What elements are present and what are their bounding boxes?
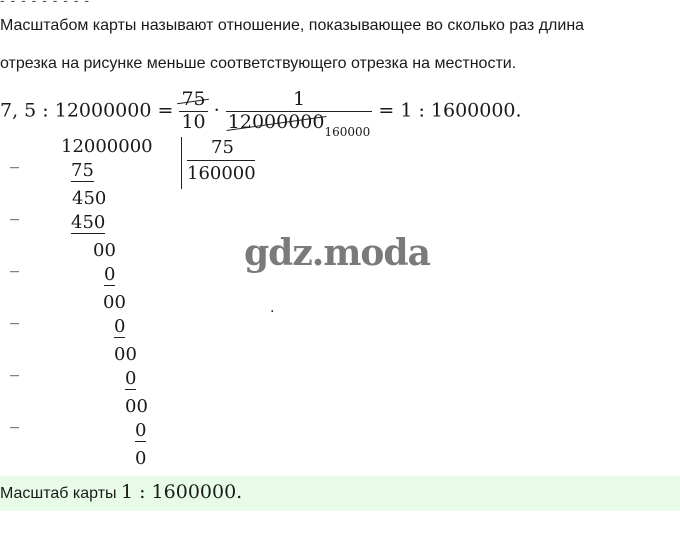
scale-equation [0, 88, 522, 139]
fraction-75-10 [179, 89, 207, 134]
divisor-block [187, 137, 255, 161]
answer-label: Масштаб карты [0, 485, 117, 502]
minus-sign: _ [10, 304, 19, 325]
minus-sign: _ [10, 356, 19, 377]
fraction-1-12000000 [226, 88, 373, 139]
step-subtrahend: 0 [125, 368, 137, 389]
minus-sign: _ [10, 148, 19, 169]
watermark-logo: gdz.moda [244, 232, 430, 274]
step-subtrahend: 0 [135, 420, 147, 441]
equation-lhs: 7, 5 : 12000000 = [0, 99, 174, 122]
step-remainder: 00 [103, 292, 126, 313]
final-remainder: 0 [135, 448, 147, 469]
answer-period: . [236, 481, 243, 503]
step-subtrahend: 0 [104, 264, 116, 285]
minus-sign: _ [10, 408, 19, 429]
answer-value: 1 : 1600000 [120, 481, 237, 503]
quotient: 160000 [187, 163, 256, 184]
equation-period: . [515, 99, 522, 122]
minus-sign: _ [10, 252, 19, 273]
step-subtrahend: 450 [71, 212, 106, 233]
step-remainder: 00 [114, 344, 137, 365]
fraction-denominator: 10 [181, 110, 206, 133]
step-remainder: 450 [72, 188, 107, 209]
equation-rhs: = 1 : 1600000 [378, 99, 516, 122]
answer-line [0, 481, 242, 503]
divisor: 75 [211, 137, 234, 158]
fraction-numerator: 1 [293, 88, 306, 110]
step-subtrahend: 75 [71, 160, 94, 181]
step-subtrahend: 0 [114, 316, 126, 337]
top-dashes: - - - - - - - - - [0, 0, 91, 8]
step-remainder: 00 [93, 240, 116, 261]
division-bar [181, 137, 182, 189]
multiply-dot: · [213, 99, 220, 122]
divisor-line [187, 160, 255, 161]
minus-sign: _ [10, 200, 19, 221]
definition-line-2: отрезка на рисунке меньше соответствующего отрезка на местности. [0, 55, 517, 72]
step-remainder: 00 [125, 396, 148, 417]
fraction-denominator [226, 110, 373, 139]
fraction-numerator: 75 [181, 88, 206, 110]
stray-dot: . [270, 300, 275, 316]
dividend: 12000000 [61, 136, 153, 157]
definition-line-1: Масштабом карты называют отношение, показывающее во сколько раз длина [0, 17, 585, 34]
reduced-denominator: 160000 [324, 124, 371, 139]
cancelled-denominator: 12000000 [227, 110, 325, 133]
